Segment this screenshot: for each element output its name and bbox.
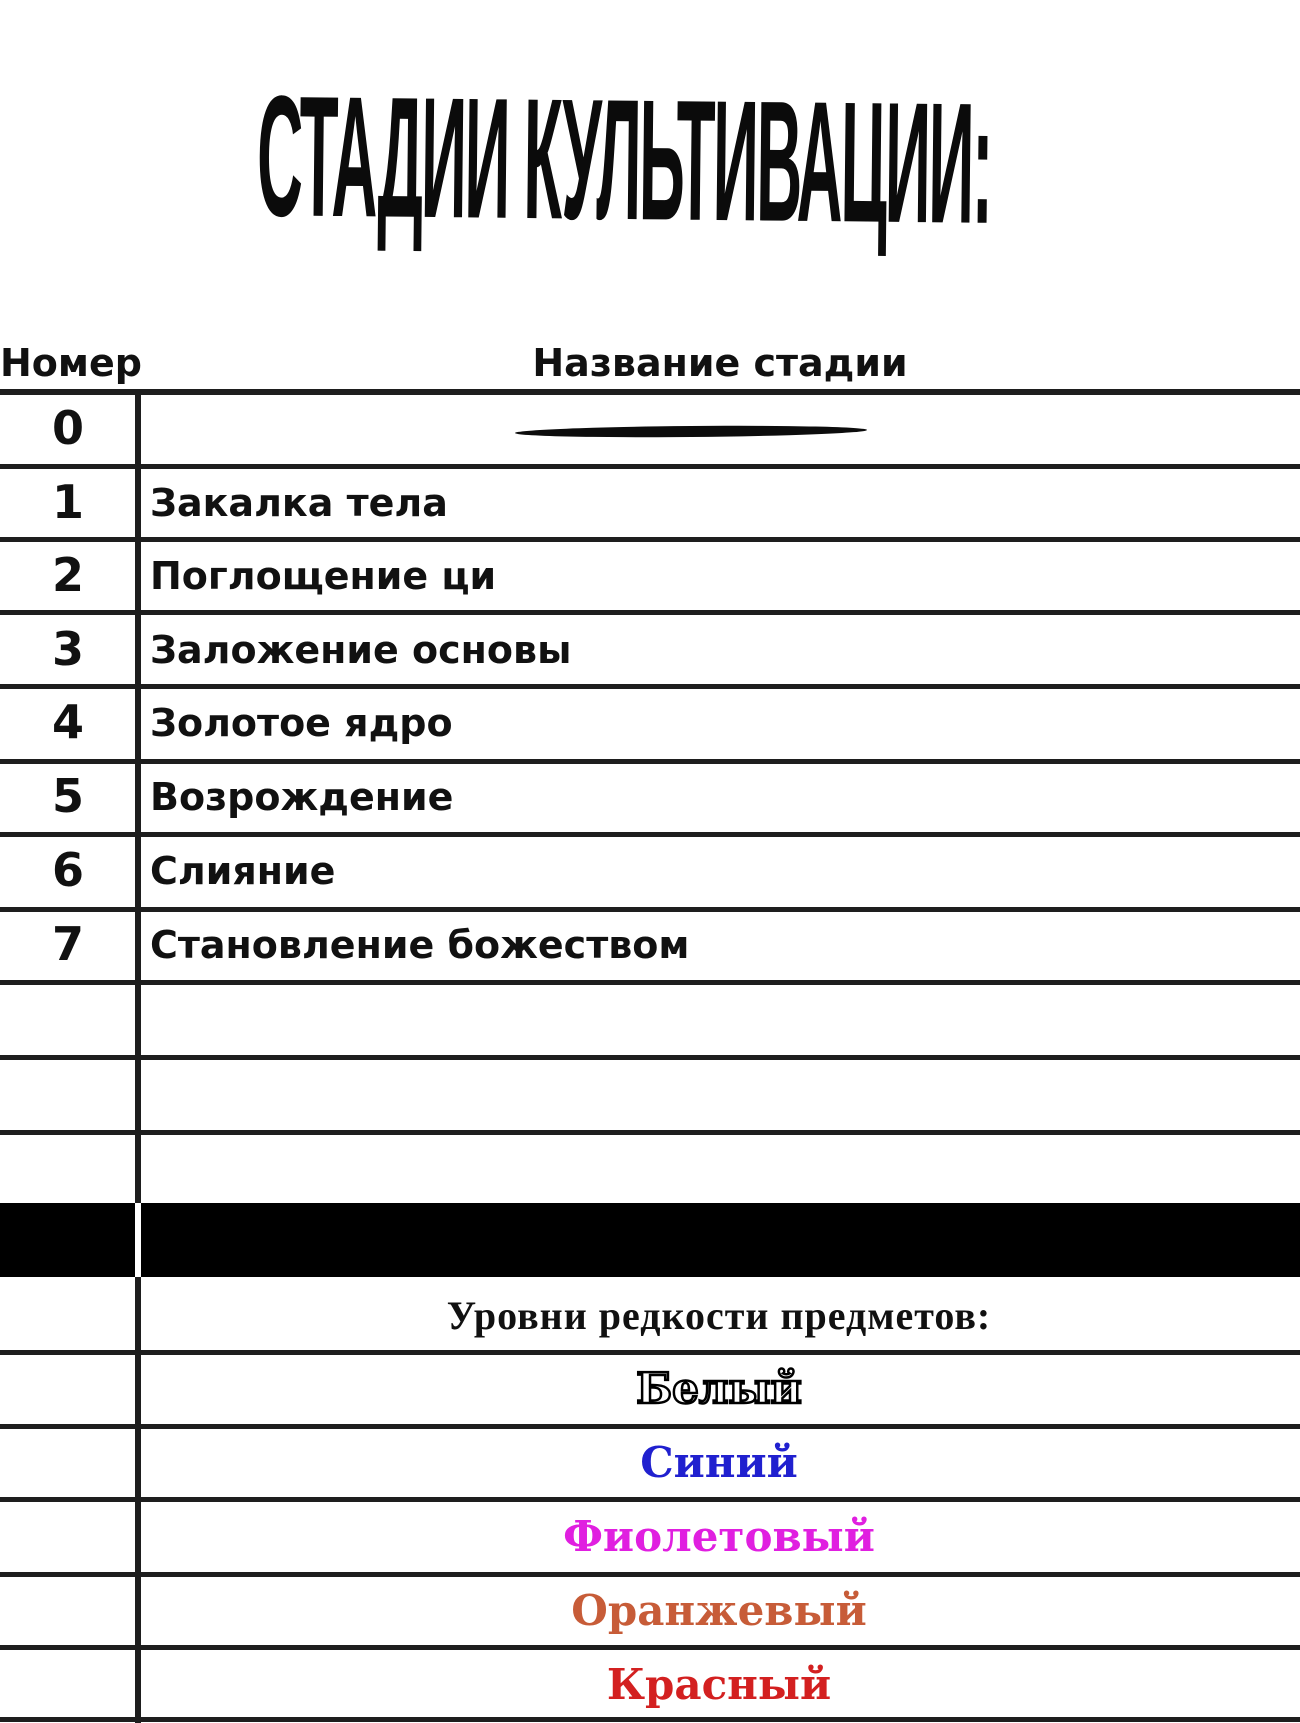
separator-bar bbox=[0, 1203, 1300, 1277]
column-header-stage-name: Название стадии bbox=[532, 341, 908, 385]
stage-name: Золотое ядро bbox=[150, 701, 453, 745]
row-number: 5 bbox=[51, 769, 84, 823]
row-line bbox=[0, 537, 1300, 542]
row-line bbox=[0, 907, 1300, 912]
rarity-level-red: Красный bbox=[606, 1660, 832, 1709]
rarity-level-blue: Синий bbox=[640, 1438, 798, 1487]
row-number: 1 bbox=[51, 475, 84, 529]
row-line bbox=[0, 832, 1300, 837]
row-line bbox=[0, 464, 1300, 469]
row-number: 0 bbox=[51, 401, 84, 455]
row-line bbox=[0, 610, 1300, 615]
blank-entry-stroke bbox=[515, 424, 867, 438]
separator-bar-divider-gap bbox=[135, 1203, 141, 1277]
row-line bbox=[0, 684, 1300, 689]
row-line bbox=[0, 1424, 1300, 1429]
row-number: 4 bbox=[51, 695, 84, 749]
row-line bbox=[0, 1497, 1300, 1502]
stage-name: Закалка тела bbox=[150, 481, 448, 525]
row-line-bottom bbox=[0, 1717, 1300, 1722]
stage-name: Становление божеством bbox=[150, 923, 690, 967]
rarity-section-header: Уровни редкости предметов: bbox=[446, 1293, 992, 1338]
row-line bbox=[0, 1645, 1300, 1650]
rarity-level-purple: Фиолетовый bbox=[563, 1512, 875, 1561]
row-number: 7 bbox=[51, 917, 84, 971]
row-line bbox=[0, 1055, 1300, 1060]
table-border-top bbox=[0, 389, 1300, 395]
row-line bbox=[0, 1130, 1300, 1135]
row-line bbox=[0, 980, 1300, 985]
stage-name: Слияние bbox=[150, 849, 336, 893]
rarity-level-white: Белый bbox=[636, 1364, 802, 1413]
rarity-level-orange: Оранжевый bbox=[571, 1586, 867, 1635]
row-number: 2 bbox=[51, 548, 84, 602]
row-number: 3 bbox=[51, 622, 84, 676]
row-line bbox=[0, 1572, 1300, 1577]
column-header-number: Номер bbox=[0, 341, 142, 385]
row-number: 6 bbox=[51, 843, 84, 897]
stage-name: Заложение основы bbox=[150, 628, 572, 672]
stage-name: Поглощение ци bbox=[150, 554, 497, 598]
page-title: СТАДИИ КУЛЬТИВАЦИИ: bbox=[256, 61, 993, 261]
stage-name: Возрождение bbox=[150, 775, 454, 819]
row-line bbox=[0, 759, 1300, 764]
row-line bbox=[0, 1350, 1300, 1355]
